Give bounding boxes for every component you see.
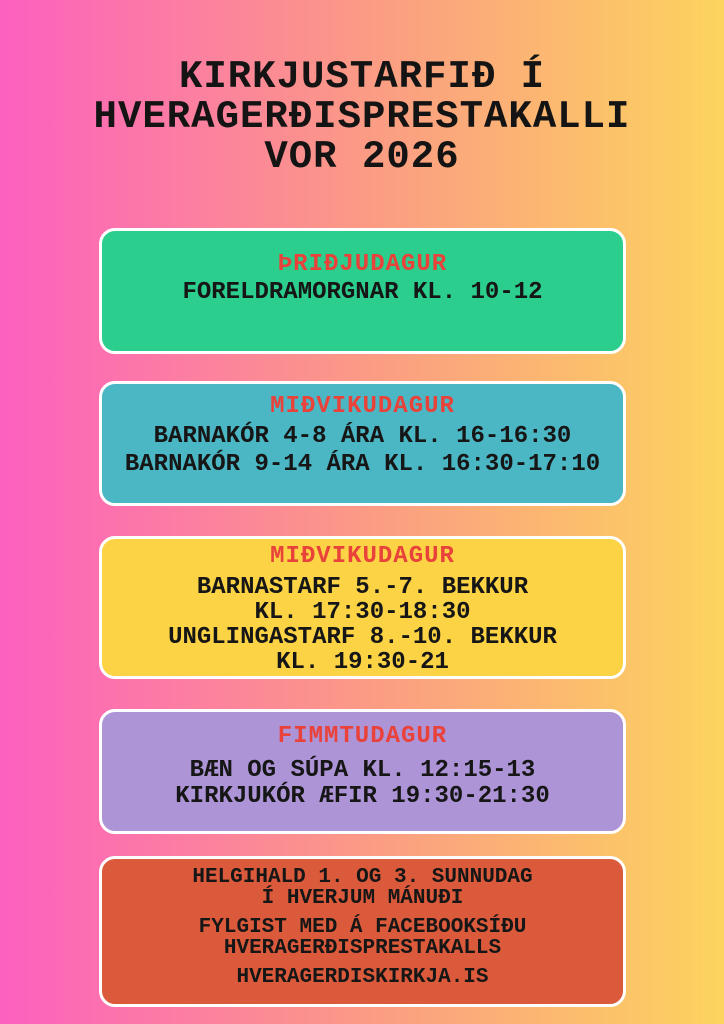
schedule-line: FORELDRAMORGNAR KL. 10-12	[182, 279, 543, 306]
schedule-line: BÆN OG SÚPA KL. 12:15-13	[189, 757, 536, 784]
info-line: HVERAGERÐISPRESTAKALLS	[223, 937, 502, 960]
title-line-2: HVERAGERÐISPRESTAKALLI	[93, 95, 631, 139]
day-heading: FIMMTUDAGUR	[277, 723, 448, 750]
info-line: FYLGIST MED Á FACEBOOKSÍÐU	[198, 916, 527, 939]
schedule-line: BARNAKÓR 9-14 ÁRA KL. 16:30-17:10	[124, 451, 601, 478]
info-card	[99, 856, 626, 1007]
schedule-line: UNGLINGASTARF 8.-10. BEKKUR	[168, 624, 557, 651]
worship-schedule-note	[102, 867, 623, 909]
schedule-line: KIRKJUKÓR ÆFIR 19:30-21:30	[175, 783, 550, 810]
schedule-line: KL. 17:30-18:30	[254, 599, 471, 626]
info-line: Í HVERJUM MÁNUÐI	[261, 887, 464, 910]
day-heading: MIÐVIKUDAGUR	[270, 393, 455, 420]
title-line-1: KIRKJUSTARFIÐ Í	[178, 55, 546, 99]
schedule-line: BARNASTARF 5.-7. BEKKUR	[196, 574, 529, 601]
schedule-card-tuesday	[99, 228, 626, 354]
day-heading: ÞRIÐJUDAGUR	[277, 251, 448, 278]
facebook-note	[102, 917, 623, 959]
info-line: HVERAGERDISKIRKJA.IS	[236, 966, 489, 989]
page-title	[0, 57, 724, 177]
day-heading: MIÐVIKUDAGUR	[270, 543, 455, 570]
schedule-card-wednesday-choir	[99, 381, 626, 506]
website-url	[102, 967, 623, 988]
schedule-line: KL. 19:30-21	[276, 649, 449, 676]
info-line: HELGIHALD 1. OG 3. SUNNUDAG	[192, 866, 533, 889]
title-line-3: VOR 2026	[264, 135, 460, 179]
schedule-line: BARNAKÓR 4-8 ÁRA KL. 16-16:30	[153, 423, 572, 450]
schedule-card-wednesday-youth	[99, 536, 626, 679]
schedule-card-thursday	[99, 709, 626, 834]
